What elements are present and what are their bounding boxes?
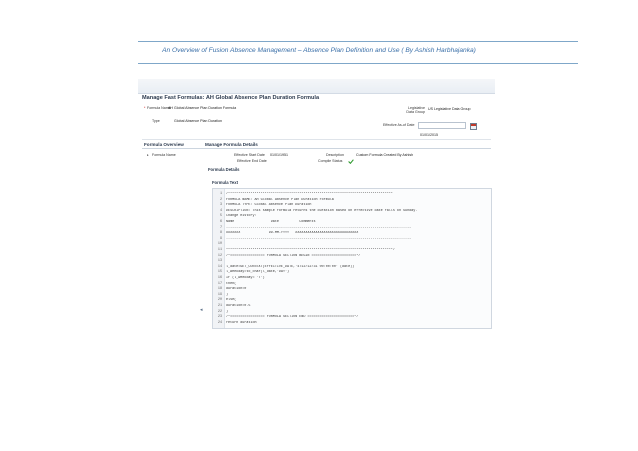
screenshot-panel xyxy=(138,79,495,329)
code-line: else( xyxy=(226,298,237,303)
code-line: ------------------------------------------------------------------------------------------- xyxy=(226,236,412,241)
line-number: 7 xyxy=(219,225,222,230)
header-band xyxy=(138,79,495,94)
line-number: 20 xyxy=(217,298,222,303)
line-number: 10 xyxy=(217,242,222,247)
type-label: Type xyxy=(152,119,160,123)
effective-as-of-label: Effective As-of Date xyxy=(383,123,415,127)
splitter-arrow-icon[interactable]: ◂ xyxy=(200,307,203,313)
line-number: 6 xyxy=(219,220,222,224)
line-number: 19 xyxy=(217,292,222,297)
code-line: XXXXXXX DD-MM-YYYY XXXXXXXXXXXXXXXXXXXXXXXXXXXXXXX xyxy=(226,231,359,236)
code-line: /********************************************************************************* xyxy=(226,192,393,196)
code-line: /*================= FORMULA SECTION END =======================*/ xyxy=(226,315,359,320)
formula-text-heading: Formula Text xyxy=(212,180,238,185)
effective-as-of-value: 01/01/2015 xyxy=(420,133,438,137)
line-number: 4 xyxy=(219,208,222,213)
code-line: **********************************************************************************/ xyxy=(226,248,395,252)
effective-as-of-input[interactable] xyxy=(418,122,466,137)
tree-expand-icon[interactable]: ▸ xyxy=(147,153,149,157)
code-line: /*================= FORMULA SECTION BEGIN ======================*/ xyxy=(226,253,361,258)
line-number: 8 xyxy=(219,231,222,236)
line-number: 22 xyxy=(217,309,222,314)
line-number: 2 xyxy=(219,197,222,202)
type-value[interactable]: Global Absence Plan Duration xyxy=(174,119,222,123)
code-line: ) xyxy=(226,309,229,314)
code-line: l_weekday=to_char(l_date,'DAY') xyxy=(226,270,290,275)
compile-status-label: Compile Status xyxy=(318,159,343,163)
tab-underline xyxy=(142,148,491,149)
formula-name-label: Formula Name xyxy=(147,106,171,110)
code-line: l_date=GET_CONTEXT(EFFECTIVE_DATE,'4712/12/31 00:00:00' (date)) xyxy=(226,264,355,269)
formula-name-value[interactable]: AH Global Absence Plan Duration Formula xyxy=(168,106,237,110)
line-number: 24 xyxy=(217,320,222,325)
line-number: 3 xyxy=(219,203,222,208)
effective-end-date-label: Effective End Date xyxy=(237,159,267,163)
code-line: Change History: xyxy=(226,214,257,219)
tab-formula-overview[interactable]: Formula Overview xyxy=(144,142,184,147)
title-rule xyxy=(138,63,578,64)
line-number: 18 xyxy=(217,287,222,292)
code-line: IF (l_weekday= 'T') xyxy=(226,276,265,280)
top-rule xyxy=(138,41,578,42)
line-number: 1 xyxy=(219,192,222,196)
line-number: 16 xyxy=(217,276,222,280)
effective-start-date-value: 01/01/1951 xyxy=(270,153,288,157)
formula-details-heading: Formula Details xyxy=(208,167,240,172)
line-number: 23 xyxy=(217,315,222,320)
code-line: DESCRIPTION: This sample formula returns the duration based on effective date falls on Sunday. xyxy=(226,208,418,213)
code-line: then( xyxy=(226,281,237,286)
formula-text-editor[interactable] xyxy=(212,188,492,329)
code-line: Name Date Comments xyxy=(226,220,316,224)
tree-formula-name[interactable]: Formula Name xyxy=(152,153,176,157)
description-value: Custom Formula Created By Ashish xyxy=(356,153,414,157)
code-line: duration=0 xyxy=(226,287,247,292)
effective-start-date-label: Effective Start Date xyxy=(234,153,265,157)
line-number: 21 xyxy=(217,304,222,308)
check-icon xyxy=(348,159,354,164)
line-number: 12 xyxy=(217,253,222,258)
page-title: Manage Fast Formulas: AH Global Absence Plan Duration Formula xyxy=(142,95,320,101)
line-number: 14 xyxy=(217,264,222,269)
legislative-group-label: Legislative Data Group xyxy=(406,106,425,114)
line-number: 11 xyxy=(217,248,222,252)
description-label: Description xyxy=(326,153,344,157)
line-number: 9 xyxy=(219,236,222,241)
code-line: duration=0.5 xyxy=(226,304,251,308)
section-separator xyxy=(142,139,491,140)
line-number: 17 xyxy=(217,281,222,286)
tab-manage-formula-details[interactable]: Manage Formula Details xyxy=(205,142,258,147)
code-line: return duration xyxy=(226,320,257,325)
code-line: FORMULA TYPE: Global Absence Plan Duration xyxy=(226,203,312,208)
line-number: 5 xyxy=(219,214,222,219)
formula-name-required-marker: * xyxy=(144,106,146,110)
document-title: An Overview of Fusion Absence Management – Absence Plan Definition and Use ( By Ashish Harbhajanka) xyxy=(162,47,476,54)
line-number: 13 xyxy=(217,259,222,264)
code-line: ) xyxy=(226,292,229,297)
code-line: ------------------------------------------------------------------------------------------- xyxy=(226,225,412,230)
line-number: 15 xyxy=(217,270,222,275)
calendar-icon[interactable] xyxy=(470,123,477,130)
legislative-group-value[interactable]: US Legislative Data Group xyxy=(428,107,471,111)
code-line: FORMULA NAME: AH Global Absence Plan Duration Formula xyxy=(226,197,334,202)
